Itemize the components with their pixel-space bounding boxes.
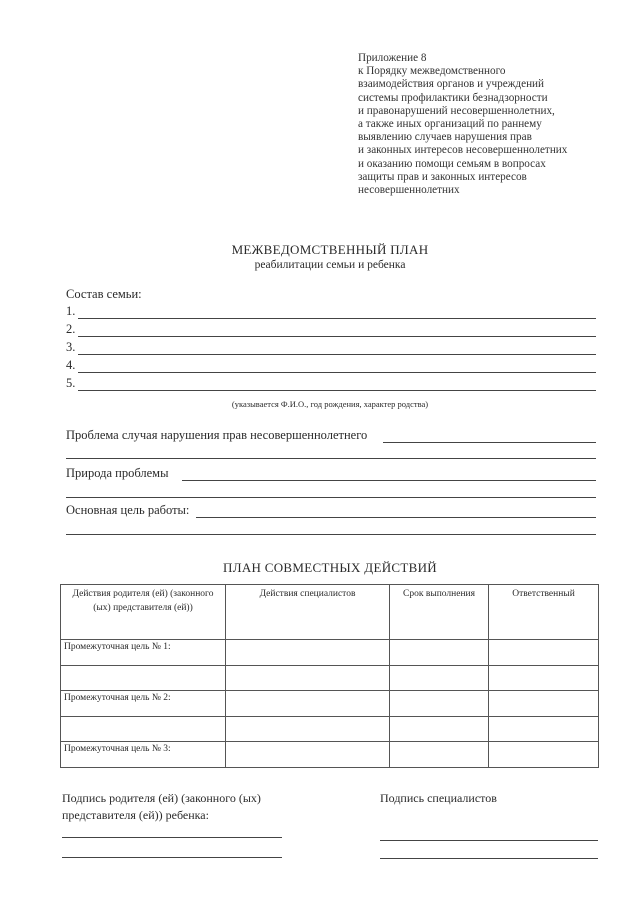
problem-label: Проблема случая нарушения прав несовершеннолетнего xyxy=(66,428,368,442)
appendix-line: несовершеннолетних xyxy=(358,184,460,197)
family-label: Состав семьи: xyxy=(66,287,142,301)
appendix-line: выявлению случаев нарушения прав xyxy=(358,131,532,144)
table-cell[interactable] xyxy=(226,742,390,768)
document-subtitle: реабилитации семьи и ребенка xyxy=(254,259,406,271)
appendix-line: Приложение 8 xyxy=(358,52,427,64)
plan-title: ПЛАН СОВМЕСТНЫХ ДЕЙСТВИЙ xyxy=(223,560,437,575)
family-number: 4. xyxy=(66,358,76,372)
family-number: 1. xyxy=(66,304,76,318)
appendix-line: а также иных организаций по раннему xyxy=(358,118,542,131)
problem-line[interactable] xyxy=(66,458,596,459)
family-member-line[interactable] xyxy=(78,318,596,319)
goal-line[interactable] xyxy=(66,534,596,535)
table-row xyxy=(61,666,599,691)
header-deadline: Срок выполнения xyxy=(390,585,489,640)
goal-cell: Промежуточная цель № 2: xyxy=(61,691,226,717)
table-cell[interactable] xyxy=(390,717,489,742)
table-cell[interactable] xyxy=(489,691,599,717)
appendix-line: и законных интересов несовершеннолетних xyxy=(358,144,568,157)
nature-label: Природа проблемы xyxy=(66,466,169,480)
family-member-line[interactable] xyxy=(78,354,596,355)
family-number: 2. xyxy=(66,322,76,336)
joint-actions-table xyxy=(60,584,599,768)
specialists-signature-label: Подпись специалистов xyxy=(380,791,497,805)
family-member-line[interactable] xyxy=(78,390,596,391)
problem-line[interactable] xyxy=(383,442,596,443)
nature-line[interactable] xyxy=(182,480,596,481)
goal-cell: Промежуточная цель № 3: xyxy=(61,742,226,768)
appendix-line: к Порядку межведомственного xyxy=(358,65,506,78)
table-row xyxy=(61,717,599,742)
table-cell[interactable] xyxy=(61,666,226,691)
appendix-line: защиты прав и законных интересов xyxy=(358,170,527,183)
table-row xyxy=(61,691,599,717)
appendix-line: взаимодействия органов и учреждений xyxy=(358,78,545,91)
table-header-row xyxy=(61,585,599,640)
table-cell[interactable] xyxy=(226,691,390,717)
family-number: 5. xyxy=(66,376,76,390)
table-cell[interactable] xyxy=(226,717,390,742)
parent-signature-line[interactable] xyxy=(62,837,282,838)
parent-signature-line2: представителя (ей)) ребенка: xyxy=(62,808,209,822)
goal-line[interactable] xyxy=(196,517,596,518)
parent-signature-line1: Подпись родителя (ей) (законного (ых) xyxy=(62,791,261,805)
parent-signature-line[interactable] xyxy=(62,857,282,858)
nature-line[interactable] xyxy=(66,497,596,498)
table-cell[interactable] xyxy=(489,717,599,742)
table-cell[interactable] xyxy=(226,640,390,666)
header-parent-actions: Действия родителя (ей) (законного (ых) представителя (ей)) xyxy=(61,585,226,640)
table-cell[interactable] xyxy=(226,666,390,691)
table-cell[interactable] xyxy=(489,640,599,666)
specialist-signature-line[interactable] xyxy=(380,858,598,859)
table-cell[interactable] xyxy=(61,717,226,742)
table-row xyxy=(61,640,599,666)
appendix-line: и правонарушений несовершеннолетних, xyxy=(358,104,555,117)
table-cell[interactable] xyxy=(489,666,599,691)
appendix-line: и оказанию помощи семьям в вопросах xyxy=(358,157,546,170)
table-row xyxy=(61,742,599,768)
goal-cell: Промежуточная цель № 1: xyxy=(61,640,226,666)
table-cell[interactable] xyxy=(390,640,489,666)
header-responsible: Ответственный xyxy=(489,585,599,640)
table-cell[interactable] xyxy=(390,742,489,768)
family-hint: (указывается Ф.И.О., год рождения, характер родства) xyxy=(231,399,429,409)
document-title: МЕЖВЕДОМСТВЕННЫЙ ПЛАН xyxy=(231,242,429,257)
family-member-line[interactable] xyxy=(78,336,596,337)
parent-signature-label xyxy=(62,790,261,824)
family-number: 3. xyxy=(66,340,76,354)
specialist-signature-line[interactable] xyxy=(380,840,598,841)
appendix-line: системы профилактики безнадзорности xyxy=(358,91,548,104)
family-member-line[interactable] xyxy=(78,372,596,373)
goal-label: Основная цель работы: xyxy=(66,503,190,517)
appendix-header xyxy=(358,52,628,197)
table-cell[interactable] xyxy=(390,666,489,691)
table-cell[interactable] xyxy=(489,742,599,768)
header-specialist-actions: Действия специалистов xyxy=(226,585,390,640)
table-cell[interactable] xyxy=(390,691,489,717)
